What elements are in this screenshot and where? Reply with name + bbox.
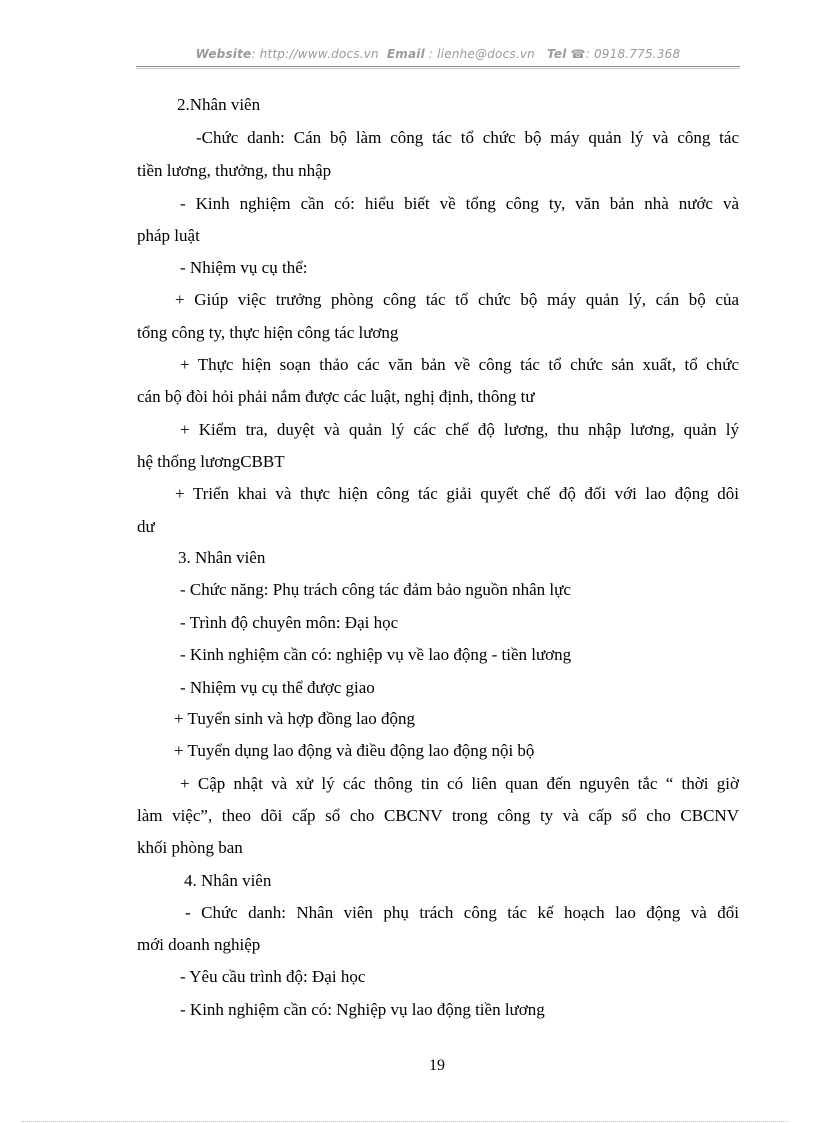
paragraph-line: -Chức danh: Cán bộ làm công tác tổ chức bộ máy quản lý và công tác <box>196 128 739 147</box>
email-value: : lienhe@docs.vn <box>428 47 535 61</box>
paragraph-line: khối phòng ban <box>137 838 243 857</box>
header-rule-secondary <box>136 68 740 69</box>
section-heading: 2.Nhân viên <box>177 95 261 114</box>
page-header <box>136 47 740 61</box>
section-heading: 3. Nhân viên <box>178 548 266 567</box>
paragraph-line: + Cập nhật và xử lý các thông tin có liên quan đến nguyên tắc “ thời giờ <box>180 774 739 793</box>
paragraph-line: - Nhiệm vụ cụ thể được giao <box>180 678 375 697</box>
paragraph-line: làm việc”, theo dõi cấp sổ cho CBCNV trong công ty và cấp sổ cho CBCNV <box>137 806 739 825</box>
paragraph-line: - Kinh nghiệm cần có: nghiệp vụ về lao động - tiền lương <box>180 645 572 664</box>
paragraph-line: tiền lương, thưởng, thu nhập <box>137 161 332 180</box>
tel-value: : 0918.775.368 <box>585 47 681 61</box>
paragraph-line: - Nhiệm vụ cụ thể: <box>180 258 308 277</box>
paragraph-line: + Giúp việc trưởng phòng công tác tổ chức bộ máy quản lý, cán bộ của <box>175 290 739 309</box>
paragraph-line: + Kiểm tra, duyệt và quản lý các chế độ lương, thu nhập lương, quản lý <box>180 420 739 439</box>
tel-label: Tel <box>547 47 567 61</box>
footer-rule <box>22 1121 788 1122</box>
paragraph-line: - Trình độ chuyên môn: Đại học <box>180 613 399 632</box>
paragraph-line: + Tuyển dụng lao động và điều động lao động nội bộ <box>174 741 535 760</box>
paragraph-line: tổng công ty, thực hiện công tác lương <box>137 323 399 342</box>
paragraph-line: + Thực hiện soạn thảo các văn bản về công tác tổ chức sản xuất, tổ chức <box>180 355 739 374</box>
paragraph-line: + Tuyển sinh và hợp đồng lao động <box>174 709 416 728</box>
paragraph-line: - Yêu cầu trình độ: Đại học <box>180 967 366 986</box>
paragraph-line: hệ thống lươngCBBT <box>137 452 285 471</box>
paragraph-line: dư <box>137 517 155 536</box>
paragraph-line: mới doanh nghiệp <box>137 935 261 954</box>
paragraph-line: - Chức năng: Phụ trách công tác đảm bảo nguồn nhân lực <box>180 580 571 599</box>
paragraph-line: cán bộ đòi hỏi phải nắm được các luật, nghị định, thông tư <box>137 387 535 406</box>
email-label: Email <box>386 47 425 61</box>
paragraph-line: - Kinh nghiệm cần có: hiểu biết về tổng công ty, văn bản nhà nước và <box>180 194 739 213</box>
header-rule <box>136 66 740 67</box>
website-value: : http://www.docs.vn <box>251 47 379 61</box>
paragraph-line: pháp luật <box>137 226 200 245</box>
website-label: Website <box>195 47 252 61</box>
paragraph-line: - Chức danh: Nhân viên phụ trách công tác kế hoạch lao động và đổi <box>185 903 739 922</box>
page-number: 19 <box>429 1057 445 1074</box>
section-heading: 4. Nhân viên <box>184 871 272 890</box>
paragraph-line: - Kinh nghiệm cần có: Nghiệp vụ lao động tiền lương <box>180 1000 545 1019</box>
paragraph-line: + Triển khai và thực hiện công tác giải quyết chế độ đối với lao động dôi <box>175 484 739 503</box>
phone-icon: ☎ <box>570 47 586 61</box>
